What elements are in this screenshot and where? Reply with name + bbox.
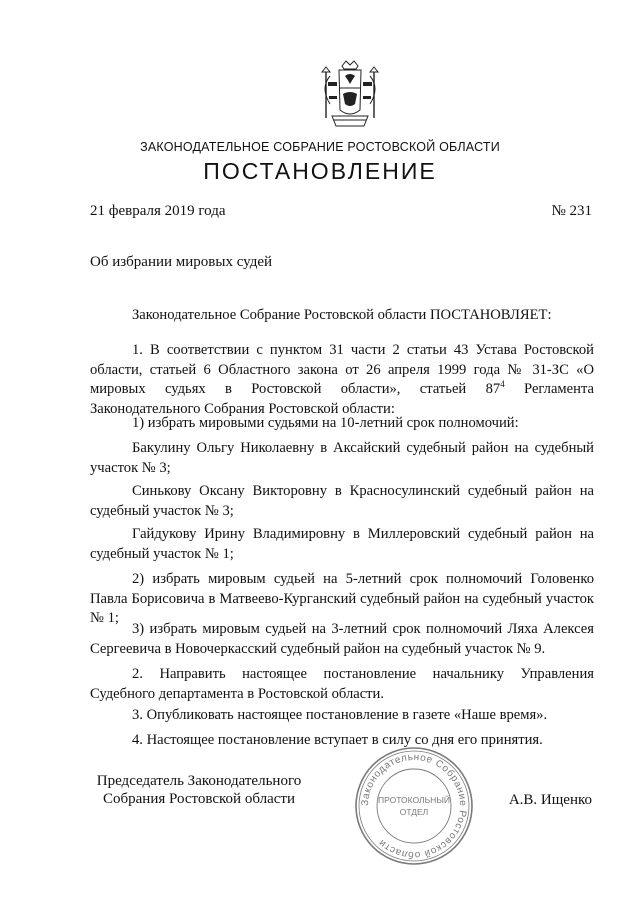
paragraph-1-text: 1. В соответствии с пунктом 31 части 2 статьи 43 Устава Ростовской области, статьей 6 Областного закона от 26 апреля 1999 года № 31-ЗС «О мировых судьях в Ростовской области», статьей 87 [90,342,594,397]
paragraph-3: 3. Опубликовать настоящее постановление в газете «Наше время». [132,707,548,723]
judge-entry-1: Бакулину Ольгу Николаевну в Аксайский судебный район на судебный участок № 3; [90,440,594,476]
judge-entry-2: Синькову Оксану Викторовну в Красносулинский судебный район на судебный участок № 3; [90,483,594,519]
signatory-title-line-2: Собрания Ростовской области [103,791,295,807]
signatory-name: А.В. Ищенко [508,792,592,808]
judge-entry-3: Гайдукову Ирину Владимировну в Миллеровский судебный район на судебный участок № 1; [90,526,594,562]
stamp-ring-text: Законодательное Собрание Ростовской области [359,751,469,861]
official-stamp [352,744,476,868]
paragraph-1 [90,341,594,419]
stamp-center-line-1: ПРОТОКОЛЬНЫЙ [378,795,450,805]
document-date: 21 февраля 2019 года [90,203,226,219]
paragraph-item-1: 1) избрать мировыми судьями на 10-летний срок полномочий: [132,415,519,431]
article-superscript: 4 [500,379,505,390]
paragraph-item-3: 3) избрать мировым судьей на 3-летний срок полномочий Ляха Алексея Сергеевича в Новочеркасский судебный район на судебный участок № 9. [90,621,594,657]
document-subject: Об избрании мировых судей [90,254,273,270]
paragraph-item-2: 2) избрать мировым судьей на 5-летний срок полномочий Головенко Павла Борисовича в Матвеево-Курганский судебный район на судебный участок № 1; [90,571,594,626]
document-type-title: ПОСТАНОВЛЕНИЕ [203,158,437,184]
paragraph-4: 4. Настоящее постановление вступает в силу со дня его принятия. [132,732,543,748]
organization-name: ЗАКОНОДАТЕЛЬНОЕ СОБРАНИЕ РОСТОВСКОЙ ОБЛАСТИ [140,140,500,154]
document-number: № 231 [551,203,592,219]
signatory-title-line-1: Председатель Законодательного [96,773,302,789]
stamp-center-line-2: ОТДЕЛ [399,807,429,817]
coat-of-arms-icon [312,58,388,134]
paragraph-1-tail: Регламента Законодательного Собрания Ростовской области: [90,381,594,417]
signatory-title [86,772,312,808]
paragraph-2: 2. Направить настоящее постановление начальнику Управления Судебного департамента в Ростовской области. [90,666,594,702]
preamble: Законодательное Собрание Ростовской области ПОСТАНОВЛЯЕТ: [132,307,552,323]
